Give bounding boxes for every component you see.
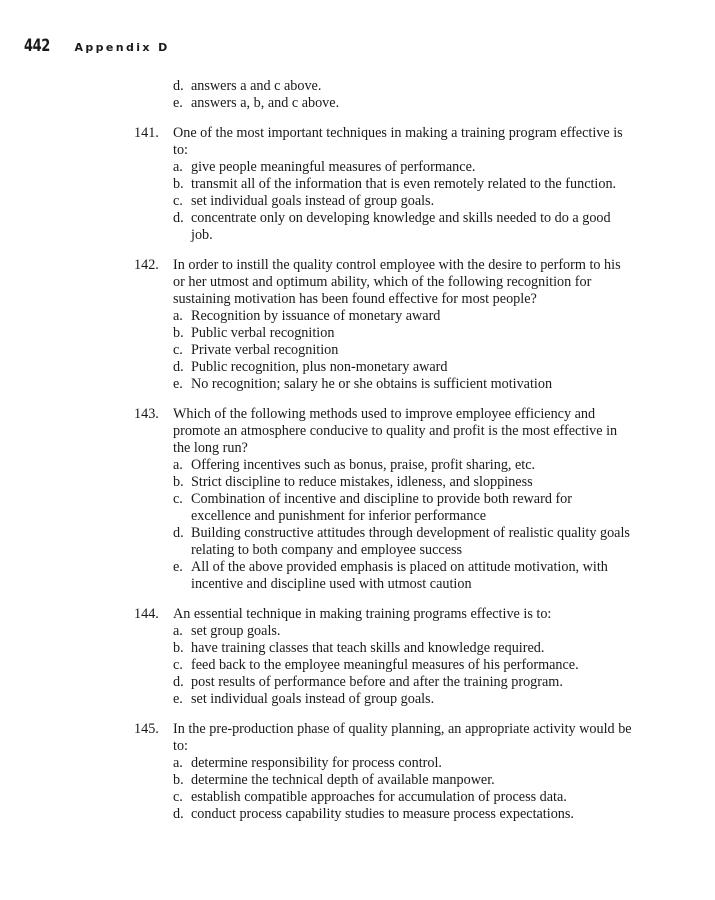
- option-text: determine responsibility for process control.: [191, 755, 442, 771]
- option: [173, 78, 634, 95]
- option-letter: c.: [173, 491, 183, 507]
- question-number: 144.: [134, 606, 159, 622]
- option-letter: d.: [173, 806, 184, 822]
- option: [173, 806, 634, 823]
- option-text: set group goals.: [191, 623, 281, 639]
- question-141: [134, 125, 634, 244]
- option: [173, 474, 634, 491]
- option-letter: c.: [173, 342, 183, 358]
- question-number: 141.: [134, 125, 159, 141]
- page-header: [24, 36, 170, 56]
- question-number: 143.: [134, 406, 159, 422]
- option-letter: a.: [173, 755, 183, 771]
- option-letter: e.: [173, 559, 183, 575]
- option-letter: e.: [173, 691, 183, 707]
- option: [173, 674, 634, 691]
- question-number: 145.: [134, 721, 159, 737]
- option: [173, 376, 634, 393]
- option: [173, 640, 634, 657]
- option: [173, 193, 634, 210]
- option-letter: c.: [173, 789, 183, 805]
- option-letter: d.: [173, 674, 184, 690]
- page-number: 442: [24, 36, 50, 56]
- option: [173, 755, 634, 772]
- option-letter: d.: [173, 210, 184, 226]
- question-143: [134, 406, 634, 593]
- option-text: Offering incentives such as bonus, praise, profit sharing, etc.: [191, 457, 536, 473]
- option-letter: a.: [173, 308, 183, 324]
- option: [173, 176, 634, 193]
- option: [173, 525, 634, 559]
- option-letter: d.: [173, 78, 184, 94]
- question-text: In order to instill the quality control employee with the desire to perform to his or her utmost and optimum ability, which of the following recognition for sustaining motivation has been found effective for most people?: [173, 257, 621, 307]
- option: [173, 325, 634, 342]
- option-text: Public recognition, plus non-monetary award: [191, 359, 448, 375]
- option-letter: c.: [173, 657, 183, 673]
- question-142: [134, 257, 634, 393]
- option: [173, 559, 634, 593]
- option-text: answers a, b, and c above.: [191, 95, 340, 111]
- option: [173, 623, 634, 640]
- option: [173, 491, 634, 525]
- option: [173, 691, 634, 708]
- option-text: Combination of incentive and discipline to provide both reward for excellence and punishment for inferior performance: [191, 491, 572, 524]
- option-text: No recognition; salary he or she obtains is sufficient motivation: [191, 376, 553, 392]
- option-text: establish compatible approaches for accumulation of process data.: [191, 789, 567, 805]
- option-letter: a.: [173, 623, 183, 639]
- question-145: [134, 721, 634, 823]
- question-text: In the pre-production phase of quality planning, an appropriate activity would be to:: [173, 721, 632, 754]
- option: [173, 95, 634, 112]
- option-letter: a.: [173, 159, 183, 175]
- option: [173, 457, 634, 474]
- option-text: have training classes that teach skills and knowledge required.: [191, 640, 545, 656]
- option-letter: b.: [173, 772, 184, 788]
- option-text: answers a and c above.: [191, 78, 322, 94]
- option-text: give people meaningful measures of performance.: [191, 159, 476, 175]
- page-content: [134, 78, 634, 836]
- option-text: set individual goals instead of group goals.: [191, 691, 435, 707]
- option-text: All of the above provided emphasis is placed on attitude motivation, with incentive and discipline used with utmost caution: [191, 559, 608, 592]
- option-text: determine the technical depth of available manpower.: [191, 772, 495, 788]
- option: [173, 359, 634, 376]
- option: [173, 159, 634, 176]
- option: [173, 210, 634, 244]
- question-number: 142.: [134, 257, 159, 273]
- option-letter: b.: [173, 176, 184, 192]
- option: [173, 308, 634, 325]
- running-head: Appendix D: [74, 41, 170, 54]
- question-144: [134, 606, 634, 708]
- option-letter: b.: [173, 325, 184, 341]
- option: [173, 342, 634, 359]
- option-text: Public verbal recognition: [191, 325, 335, 341]
- option-letter: e.: [173, 95, 183, 111]
- option-text: transmit all of the information that is even remotely related to the function.: [191, 176, 617, 192]
- option-letter: b.: [173, 474, 184, 490]
- option-letter: a.: [173, 457, 183, 473]
- option-text: post results of performance before and after the training program.: [191, 674, 563, 690]
- option: [173, 772, 634, 789]
- option: [173, 657, 634, 674]
- option-text: conduct process capability studies to measure process expectations.: [191, 806, 574, 822]
- option: [173, 789, 634, 806]
- option-letter: d.: [173, 525, 184, 541]
- option-letter: b.: [173, 640, 184, 656]
- option-text: Private verbal recognition: [191, 342, 339, 358]
- option-text: set individual goals instead of group goals.: [191, 193, 435, 209]
- option-text: Strict discipline to reduce mistakes, idleness, and sloppiness: [191, 474, 533, 490]
- option-letter: e.: [173, 376, 183, 392]
- option-text: feed back to the employee meaningful measures of his performance.: [191, 657, 579, 673]
- question-text: Which of the following methods used to improve employee efficiency and promote an atmosphere conducive to quality and profit is the most effective in the long run?: [173, 406, 618, 456]
- option-text: concentrate only on developing knowledge and skills needed to do a good job.: [191, 210, 611, 243]
- question-text: One of the most important techniques in making a training program effective is to:: [173, 125, 623, 158]
- question-140-continuation: [134, 78, 634, 112]
- option-letter: c.: [173, 193, 183, 209]
- question-text: An essential technique in making training programs effective is to:: [173, 606, 552, 622]
- option-letter: d.: [173, 359, 184, 375]
- option-text: Building constructive attitudes through development of realistic quality goals relating to both company and employee success: [191, 525, 630, 558]
- option-text: Recognition by issuance of monetary award: [191, 308, 441, 324]
